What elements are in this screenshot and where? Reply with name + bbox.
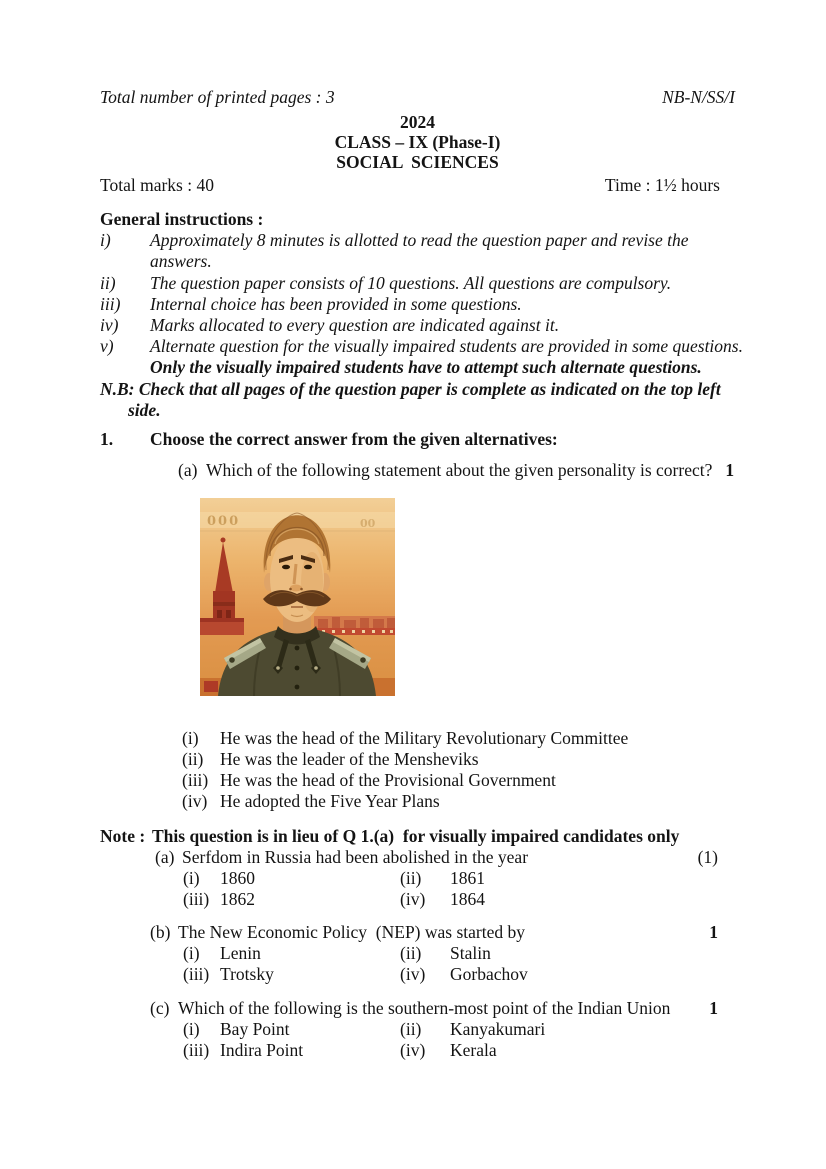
instruction-number: iv) — [100, 315, 119, 336]
question-text: The New Economic Policy (NEP) was started by — [178, 922, 526, 943]
option-number: (iv) — [400, 964, 426, 985]
marks-value: 1 — [709, 998, 718, 1019]
q1c-options-row-2 — [183, 1040, 735, 1061]
question-number: 1. — [100, 429, 114, 450]
total-marks: Total marks : 40 — [100, 175, 214, 195]
instruction-text: Alternate question for the visually impaired students are provided in some questions. Only the visually impaired students have to attempt such alternate questions. — [150, 336, 743, 378]
option-text: Indira Point — [220, 1040, 304, 1061]
instruction-number: iii) — [100, 293, 121, 314]
option-text: He was the leader of the Mensheviks — [220, 749, 479, 770]
class-title: CLASS – IX (Phase-I) — [334, 132, 501, 152]
option-number: (i) — [183, 943, 200, 964]
svg-text:00: 00 — [360, 517, 376, 531]
option-number: (ii) — [182, 749, 204, 770]
option-text: Stalin — [450, 943, 491, 964]
option-text: 1864 — [450, 889, 485, 910]
marks-value: 1 — [725, 460, 735, 481]
alt-a-options-row-1 — [183, 868, 735, 889]
stalin-portrait-image — [200, 498, 395, 696]
printed-pages-note: Total number of printed pages : 3 — [100, 87, 335, 107]
question-text: Which of the following is the southern-most point of the Indian Union — [178, 998, 671, 1019]
instruction-number: i) — [100, 230, 111, 251]
note-text: This question is in lieu of Q 1.(a) for visually impaired candidates only — [152, 826, 680, 847]
question-1b-row — [150, 922, 718, 943]
option-number: (iii) — [183, 964, 210, 985]
option-number: (iv) — [400, 889, 426, 910]
part-label: (a) — [155, 847, 175, 868]
option-text: Kerala — [450, 1040, 497, 1061]
question-1a-row — [178, 460, 735, 481]
alt-question-a-row — [155, 847, 718, 868]
option-number: (iii) — [183, 1040, 210, 1061]
marks-value: (1) — [697, 847, 718, 868]
instruction-item-3 — [100, 294, 800, 315]
general-instructions-list — [100, 230, 800, 421]
marks-value: 1 — [709, 922, 718, 943]
option-text: Trotsky — [220, 964, 274, 985]
instruction-text: Approximately 8 minutes is allotted to read the question paper and revise the answers. — [150, 230, 689, 272]
option-number: (iv) — [400, 1040, 426, 1061]
option-text: He adopted the Five Year Plans — [220, 791, 440, 812]
option-text: Gorbachov — [450, 964, 528, 985]
instruction-item-5 — [100, 336, 800, 378]
option-row — [182, 728, 735, 749]
exam-year: 2024 — [400, 112, 435, 132]
question-1-heading — [100, 429, 735, 450]
option-text: Kanyakumari — [450, 1019, 546, 1040]
title-block — [100, 112, 735, 172]
part-label: (b) — [150, 922, 171, 943]
option-text: He was the head of the Military Revolutionary Committee — [220, 728, 629, 749]
q1c-options-row-1 — [183, 1019, 735, 1040]
instruction-text: Internal choice has been provided in some questions. — [150, 293, 522, 314]
instruction-text: Marks allocated to every question are indicated against it. — [150, 315, 560, 336]
subject-title: SOCIAL SCIENCES — [336, 152, 499, 172]
part-label: (c) — [150, 998, 170, 1019]
q1b-options-row-2 — [183, 964, 735, 985]
option-row — [182, 791, 735, 812]
alt-a-options-row-2 — [183, 889, 735, 910]
instruction-item-1 — [100, 230, 800, 272]
option-text: 1861 — [450, 868, 485, 889]
question-heading-text: Choose the correct answer from the given alternatives: — [150, 429, 558, 450]
instruction-number: ii) — [100, 272, 116, 293]
option-number: (iii) — [182, 770, 209, 791]
exam-time: Time : 1½ hours — [604, 175, 720, 195]
option-number: (ii) — [400, 943, 422, 964]
viq-note-row — [100, 826, 735, 847]
option-text: 1860 — [220, 868, 255, 889]
nb-note: N.B: Check that all pages of the question paper is complete as indicated on the top left side. — [100, 378, 721, 420]
paper-code: NB-N/SS/I — [662, 87, 735, 107]
option-row — [182, 749, 735, 770]
question-text: Serfdom in Russia had been abolished in the year — [182, 847, 529, 868]
option-number: (i) — [182, 728, 199, 749]
option-number: (ii) — [400, 868, 422, 889]
general-instructions-title: General instructions : — [100, 209, 264, 229]
option-number: (i) — [183, 1019, 200, 1040]
option-text: Bay Point — [220, 1019, 290, 1040]
question-text: Which of the following statement about the given personality is correct? — [206, 460, 713, 481]
option-text: 1862 — [220, 889, 255, 910]
instruction-item-2 — [100, 273, 800, 294]
q1b-options-row-1 — [183, 943, 735, 964]
instruction-number: v) — [100, 336, 114, 357]
option-number: (iii) — [183, 889, 210, 910]
option-number: (i) — [183, 868, 200, 889]
option-number: (ii) — [400, 1019, 422, 1040]
svg-text:000: 000 — [207, 514, 241, 530]
question-1c-row — [150, 998, 718, 1019]
instruction-text: The question paper consists of 10 questions. All questions are compulsory. — [150, 272, 672, 293]
part-label: (a) — [178, 460, 198, 481]
question-1a-options — [182, 728, 735, 812]
option-text: He was the head of the Provisional Government — [220, 770, 556, 791]
instruction-item-4 — [100, 315, 800, 336]
option-text: Lenin — [220, 943, 261, 964]
marks-time-row — [100, 175, 720, 196]
doc-meta-row — [100, 87, 735, 108]
option-row — [182, 770, 735, 791]
note-label: Note : — [100, 826, 146, 847]
option-number: (iv) — [182, 791, 208, 812]
